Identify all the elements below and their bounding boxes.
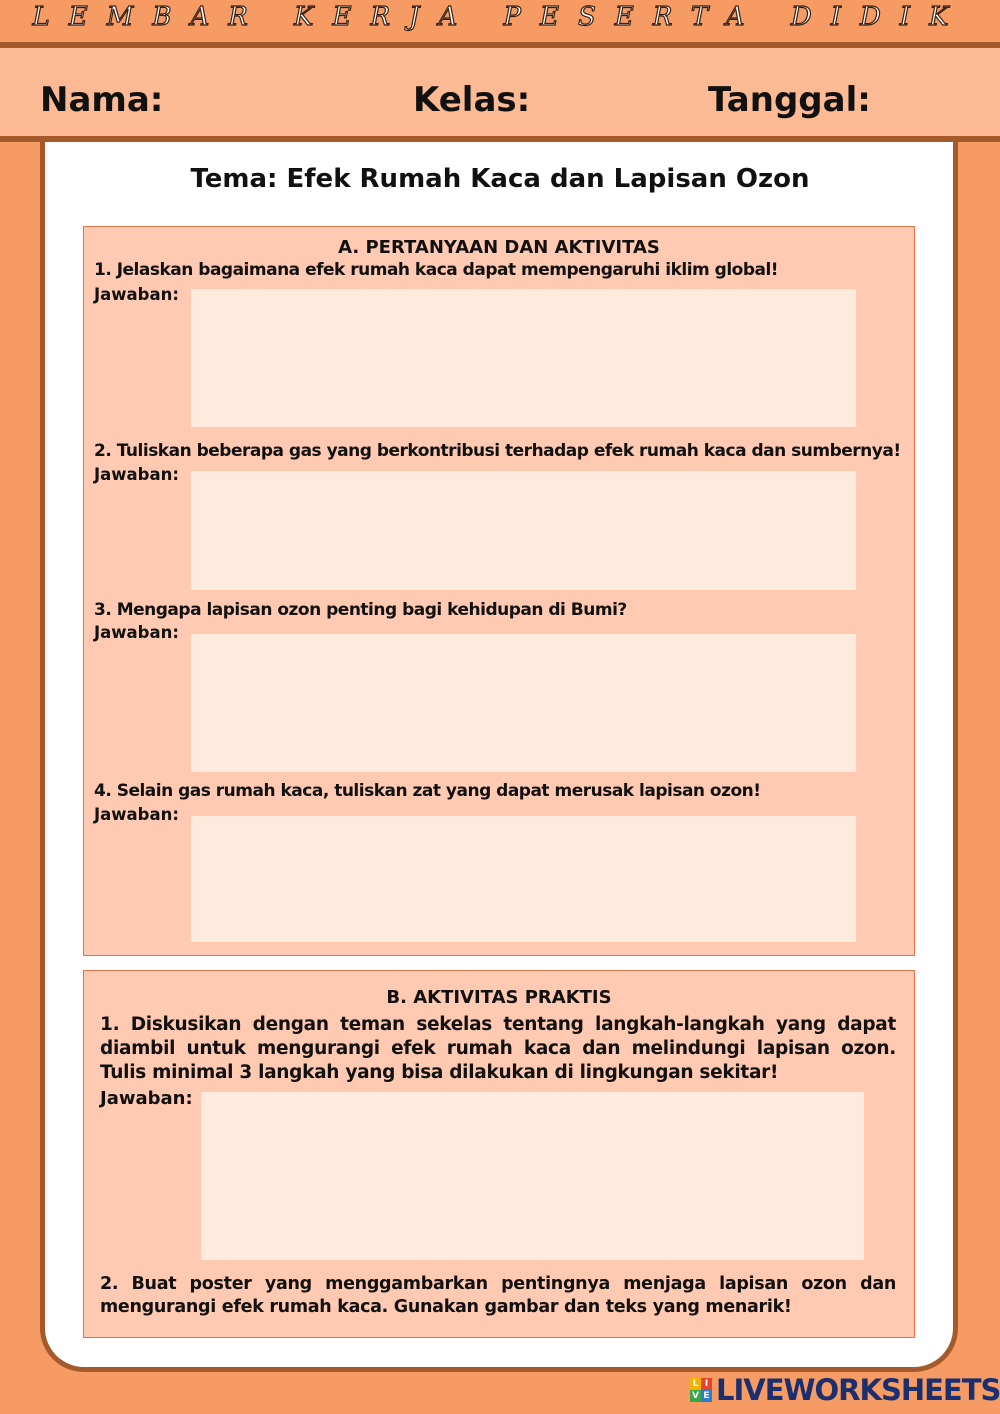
- practical-task-1: 1. Diskusikan dengan teman sekelas tentang langkah-langkah yang dapat diambil untuk mengurangi efek rumah kaca dan melindungi lapisan ozon. Tulis minimal 3 langkah yang bisa dilakukan di lingkungan sekitar!: [100, 1014, 896, 1083]
- liveworksheets-wordmark: LIVEWORKSHEETS: [716, 1373, 1000, 1407]
- answer-label-1: Jawaban:: [94, 285, 179, 304]
- section-b-heading: B. AKTIVITAS PRAKTIS: [386, 987, 612, 1008]
- kelas-label: Kelas:: [413, 80, 531, 120]
- answer-label-2: Jawaban:: [94, 465, 179, 484]
- answer-box-4[interactable]: [191, 816, 856, 942]
- question-1: 1. Jelaskan bagaimana efek rumah kaca dapat mempengaruhi iklim global!: [94, 260, 779, 280]
- practical-answer-box[interactable]: [201, 1092, 864, 1260]
- practical-task-2: 2. Buat poster yang menggambarkan pentingnya menjaga lapisan ozon dan mengurangi efek rumah kaca. Gunakan gambar dan teks yang menarik!: [100, 1274, 896, 1317]
- answer-box-2[interactable]: [191, 471, 856, 590]
- student-info-band: [0, 42, 1000, 142]
- page-title: LEMBAR KERJA PESERTA DIDIK: [32, 2, 968, 32]
- answer-box-1[interactable]: [191, 289, 856, 427]
- liveworksheets-logo[interactable]: [690, 1372, 1000, 1408]
- answer-label-4: Jawaban:: [94, 805, 179, 824]
- theme-title: Tema: Efek Rumah Kaca dan Lapisan Ozon: [190, 164, 810, 194]
- question-2: 2. Tuliskan beberapa gas yang berkontribusi terhadap efek rumah kaca dan sumbernya!: [94, 441, 901, 461]
- question-3: 3. Mengapa lapisan ozon penting bagi kehidupan di Bumi?: [94, 600, 627, 620]
- liveworksheets-logo-icon: L I V E: [690, 1378, 712, 1402]
- tanggal-label: Tanggal:: [708, 80, 871, 120]
- section-a-heading: A. PERTANYAAN DAN AKTIVITAS: [338, 237, 660, 258]
- answer-box-3[interactable]: [191, 634, 856, 772]
- answer-label-3: Jawaban:: [94, 623, 179, 642]
- practical-answer-label: Jawaban:: [100, 1088, 193, 1109]
- question-4: 4. Selain gas rumah kaca, tuliskan zat yang dapat merusak lapisan ozon!: [94, 781, 761, 801]
- section-practical: [83, 970, 915, 1338]
- nama-label: Nama:: [40, 80, 164, 120]
- section-questions: [83, 226, 915, 956]
